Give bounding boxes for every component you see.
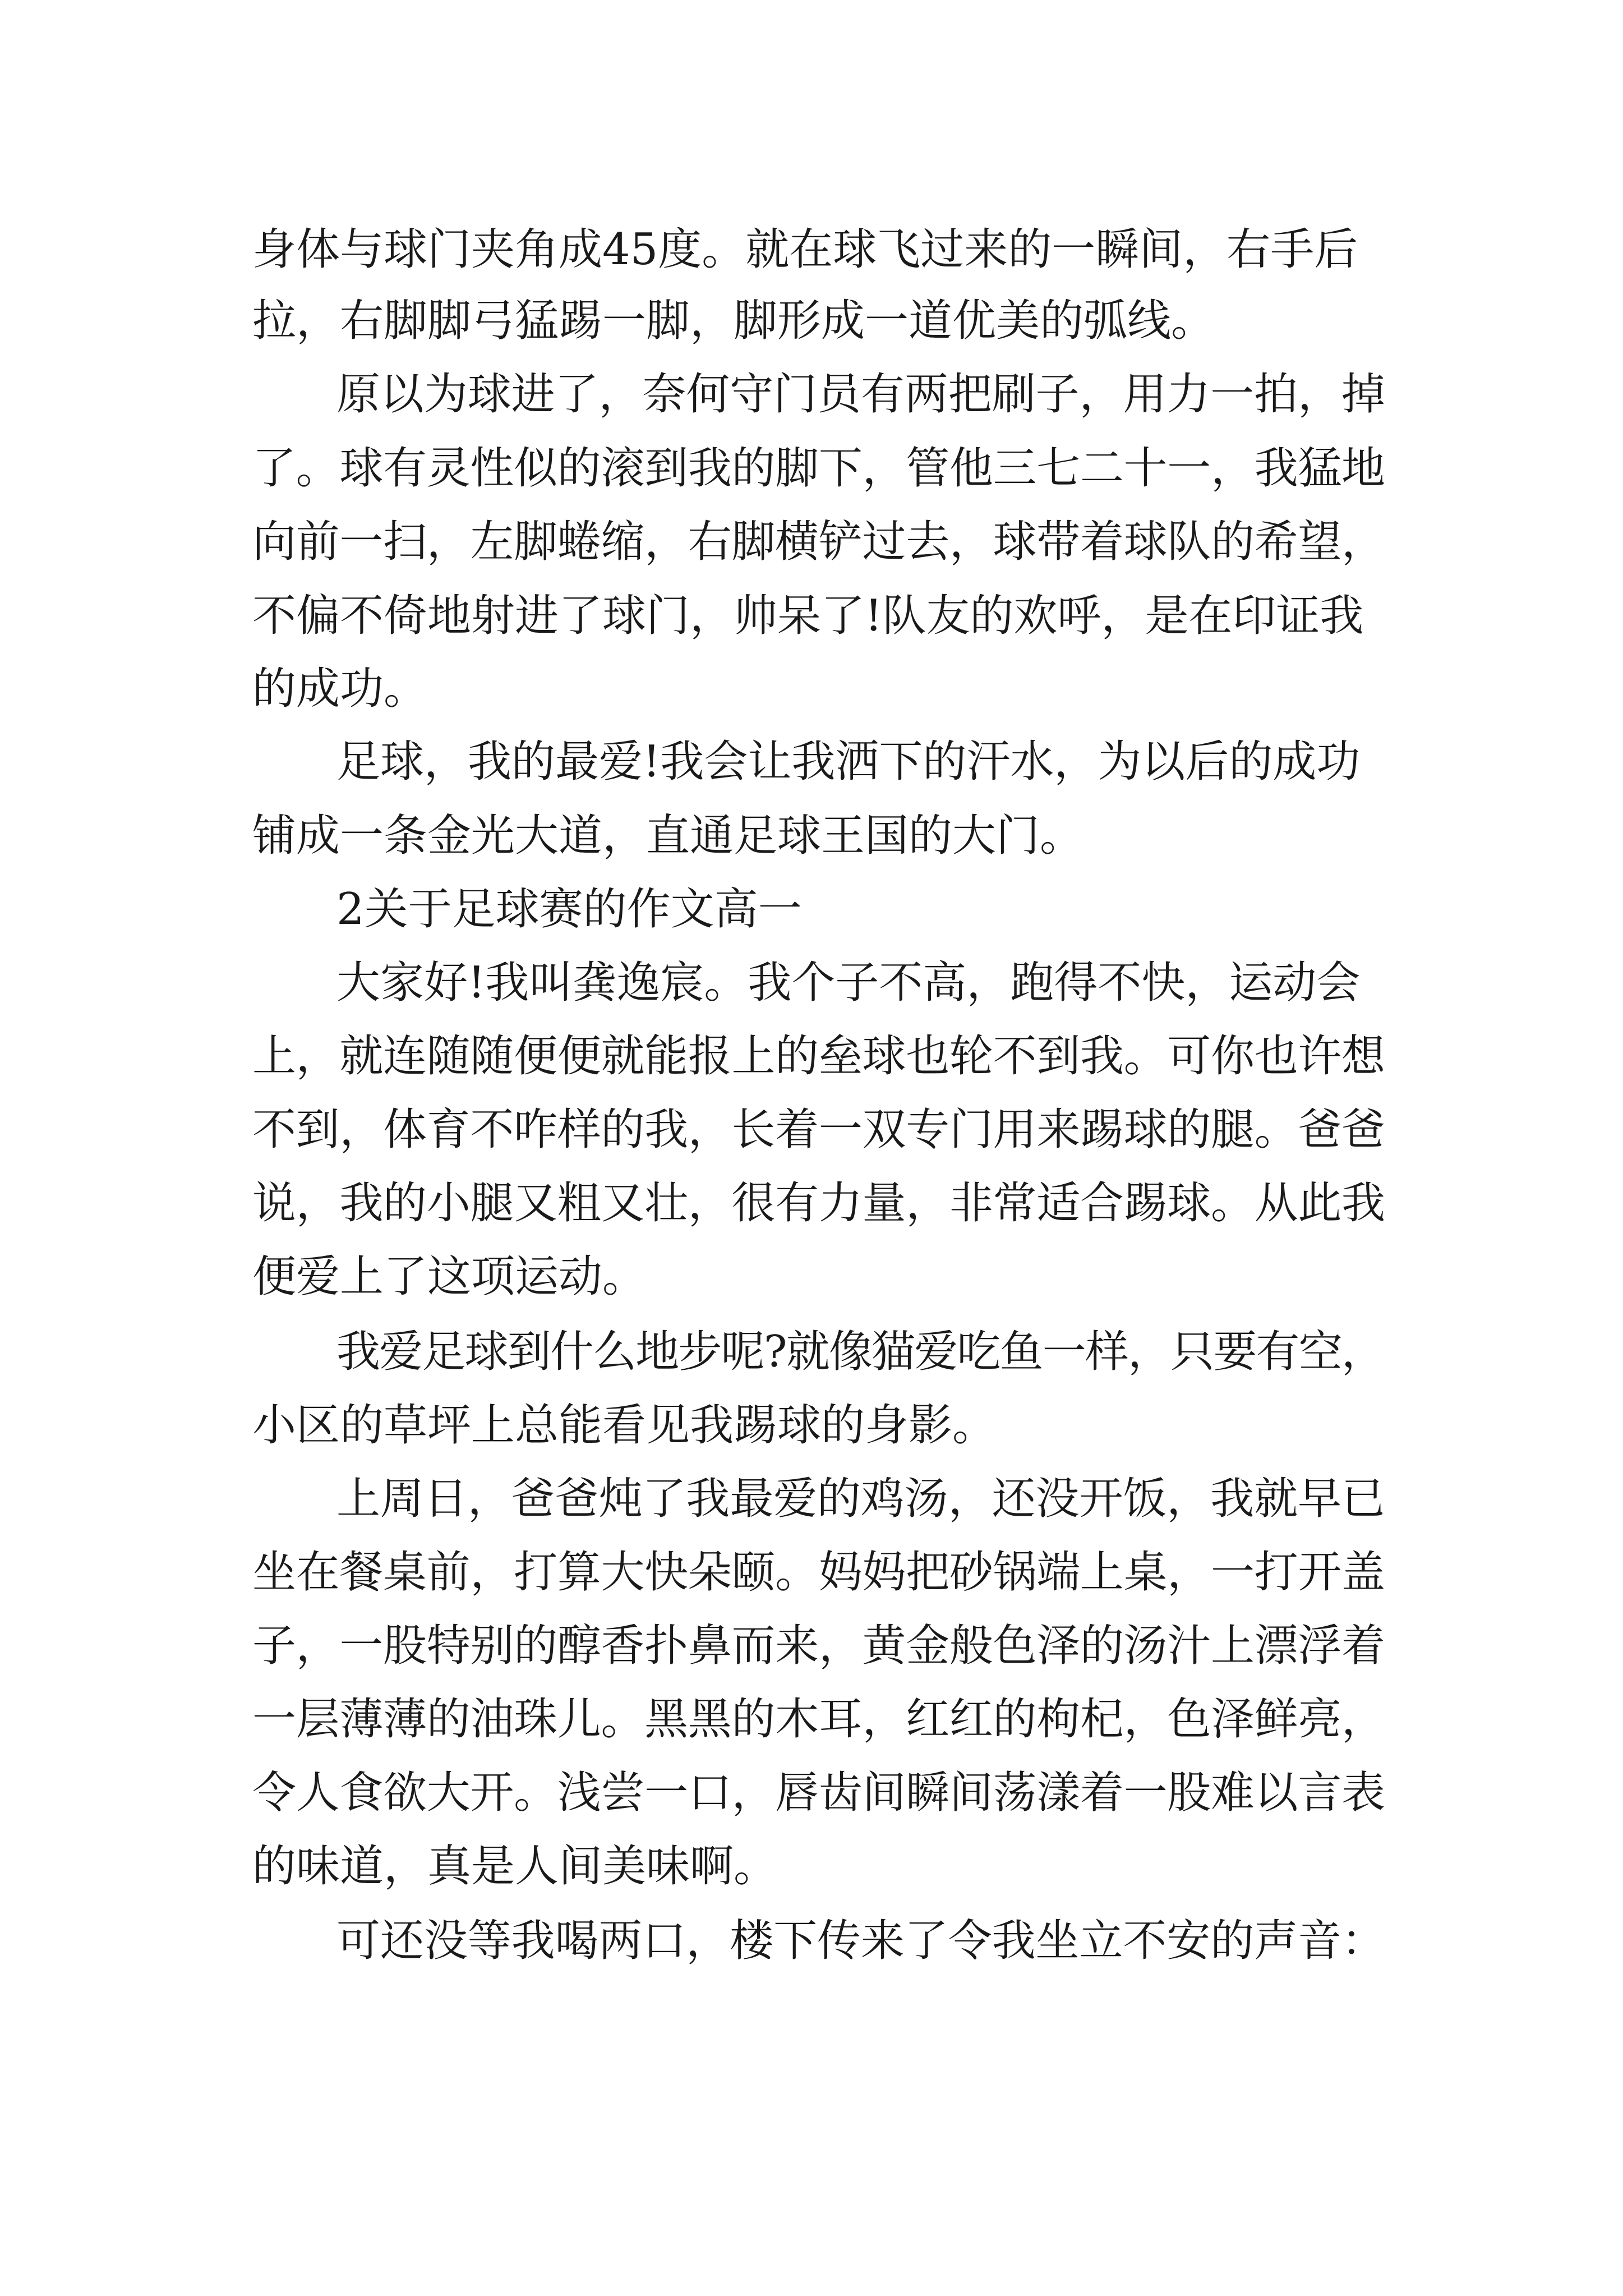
text-line: 便爱上了这项运动。: [252, 1251, 647, 1302]
section-heading: 2关于足球赛的作文高一: [336, 884, 802, 935]
text-line: 了。球有灵性似的滚到我的脚下，管他三七二十一，我猛地: [252, 443, 1385, 494]
text-line: 身体与球门夹角成45度。就在球飞过来的一瞬间，右手后: [252, 224, 1358, 275]
text-line: 小区的草坪上总能看见我踢球的身影。: [252, 1400, 997, 1451]
paragraph-first-line: 我爱足球到什么地步呢?就像猫爱吃鱼一样，只要有空，: [336, 1327, 1385, 1377]
paragraph-first-line: 上周日，爸爸炖了我最爱的鸡汤，还没开饭，我就早已: [336, 1474, 1385, 1524]
text-line: 令人食欲大开。浅尝一口，唇齿间瞬间荡漾着一股难以言表: [252, 1768, 1385, 1818]
text-line: 一层薄薄的油珠儿。黑黑的木耳，红红的枸杞，色泽鲜亮，: [252, 1694, 1385, 1745]
text-line: 坐在餐桌前，打算大快朵颐。妈妈把砂锅端上桌，一打开盖: [252, 1547, 1385, 1598]
text-line: 向前一扫，左脚蜷缩，右脚横铲过去，球带着球队的希望，: [252, 517, 1385, 567]
paragraph-first-line: 大家好!我叫龚逸宸。我个子不高，跑得不快，运动会: [336, 958, 1361, 1008]
text-line: 的味道，真是人间美味啊。: [252, 1841, 778, 1892]
text-line: 不到，体育不咋样的我，长着一双专门用来踢球的腿。爸爸: [252, 1105, 1385, 1155]
text-line: 子，一股特别的醇香扑鼻而来，黄金般色泽的汤汁上漂浮着: [252, 1621, 1385, 1671]
paragraph-first-line: 可还没等我喝两口，楼下传来了令我坐立不安的声音：: [336, 1916, 1385, 1966]
text-line: 上，就连随随便便就能报上的垒球也轮不到我。可你也许想: [252, 1031, 1385, 1082]
text-line: 的成功。: [252, 664, 428, 714]
paragraph-first-line: 原以为球进了，奈何守门员有两把刷子，用力一拍，掉: [336, 369, 1385, 420]
text-line: 不偏不倚地射进了球门，帅呆了!队友的欢呼，是在印证我: [252, 591, 1364, 641]
text-line: 拉，右脚脚弓猛踢一脚，脚形成一道优美的弧线。: [252, 296, 1215, 346]
text-line: 说，我的小腿又粗又壮，很有力量，非常适合踢球。从此我: [252, 1178, 1385, 1228]
text-line: 铺成一条金光大道，直通足球王国的大门。: [252, 811, 1084, 861]
paragraph-first-line: 足球，我的最爱!我会让我洒下的汗水，为以后的成功: [336, 737, 1361, 787]
